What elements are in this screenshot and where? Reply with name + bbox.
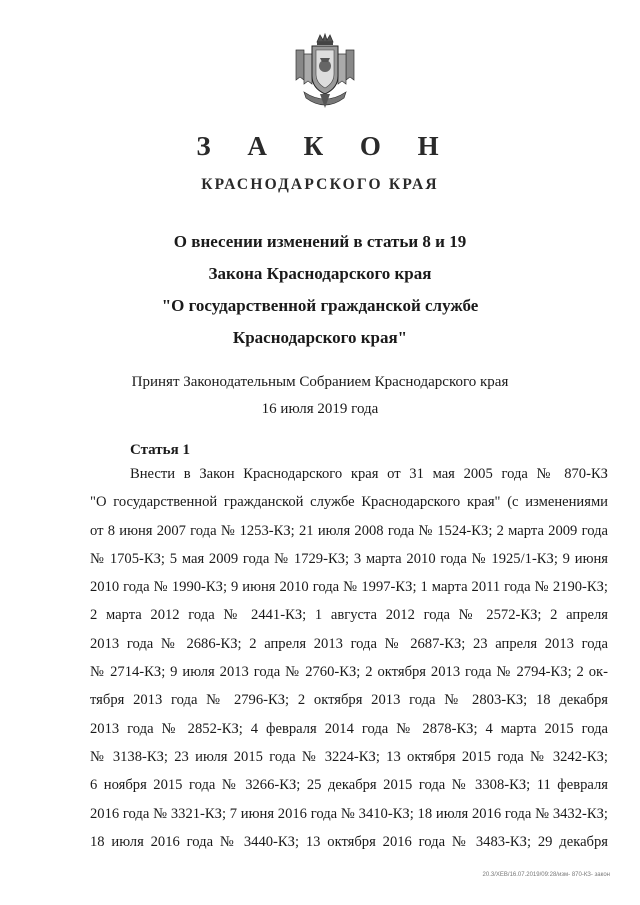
body-line: тября 2013 года № 2796-КЗ; 2 октября 2013 года № 2803-КЗ; 18 декабря: [90, 692, 608, 709]
heading-line: Закона Краснодарского края: [208, 264, 432, 283]
adoption-date: 16 июля 2019 года: [261, 401, 379, 417]
adoption-body: Принят Законодательным Собранием Краснодарского края: [131, 374, 509, 390]
heading-line: Краснодарского края": [232, 328, 408, 347]
body-line: 2013 года № 2852-КЗ; 4 февраля 2014 года № 2878-КЗ; 4 марта 2015 года: [90, 720, 608, 737]
body-line: 2016 года № 3321-КЗ; 7 июня 2016 года № 3410-КЗ; 18 июля 2016 года № 3432-КЗ;: [90, 805, 608, 822]
adoption-info: [0, 369, 640, 423]
law-subtitle: КРАСНОДАРСКОГО КРАЯ: [201, 176, 439, 193]
body-line: № 2714-КЗ; 9 июля 2013 года № 2760-КЗ; 2 октября 2013 года № 2794-КЗ; 2 ок-: [90, 664, 608, 681]
article-title: Статья 1: [130, 442, 190, 458]
heading-line: "О государственной гражданской службе: [161, 296, 479, 315]
heading-line: О внесении изменений в статьи 8 и 19: [173, 232, 467, 251]
law-title: З А К О Н: [196, 131, 454, 161]
law-heading: [0, 226, 640, 354]
body-line: 18 июля 2016 года № 3440-КЗ; 13 октября 2016 года № 3483-КЗ; 29 декабря: [90, 833, 608, 850]
body-line: 2013 года № 2686-КЗ; 2 апреля 2013 года № 2687-КЗ; 23 апреля 2013 года: [90, 635, 608, 652]
body-line: от 8 июня 2007 года № 1253-КЗ; 21 июля 2008 года № 1524-КЗ; 2 марта 2009 года: [90, 522, 608, 539]
body-line: Внести в Закон Краснодарского края от 31 мая 2005 года № 870-КЗ: [130, 466, 608, 482]
body-line: "О государственной гражданской службе Краснодарского края" (с изменениями: [90, 494, 608, 511]
krasnodar-coat-of-arms-icon: [290, 32, 360, 112]
body-line: № 1705-КЗ; 5 мая 2009 года № 1729-КЗ; 3 марта 2010 года № 1925/1-КЗ; 9 июня: [90, 550, 608, 567]
document-footer-code: 20.3/XЕВ/16.07.2019/09:28/изм- 870-КЗ- закон: [482, 872, 610, 878]
body-line: 2010 года № 1990-КЗ; 9 июня 2010 года № 1997-КЗ; 1 марта 2011 года № 2190-КЗ;: [90, 579, 608, 596]
body-line: 2 марта 2012 года № 2441-КЗ; 1 августа 2012 года № 2572-КЗ; 2 апреля: [90, 607, 608, 624]
article-body: [90, 460, 608, 856]
body-line: 6 ноября 2015 года № 3266-КЗ; 25 декабря 2015 года № 3308-КЗ; 11 февраля: [90, 777, 608, 794]
body-line: № 3138-КЗ; 23 июля 2015 года № 3224-КЗ; 13 октября 2015 года № 3242-КЗ;: [90, 748, 608, 765]
